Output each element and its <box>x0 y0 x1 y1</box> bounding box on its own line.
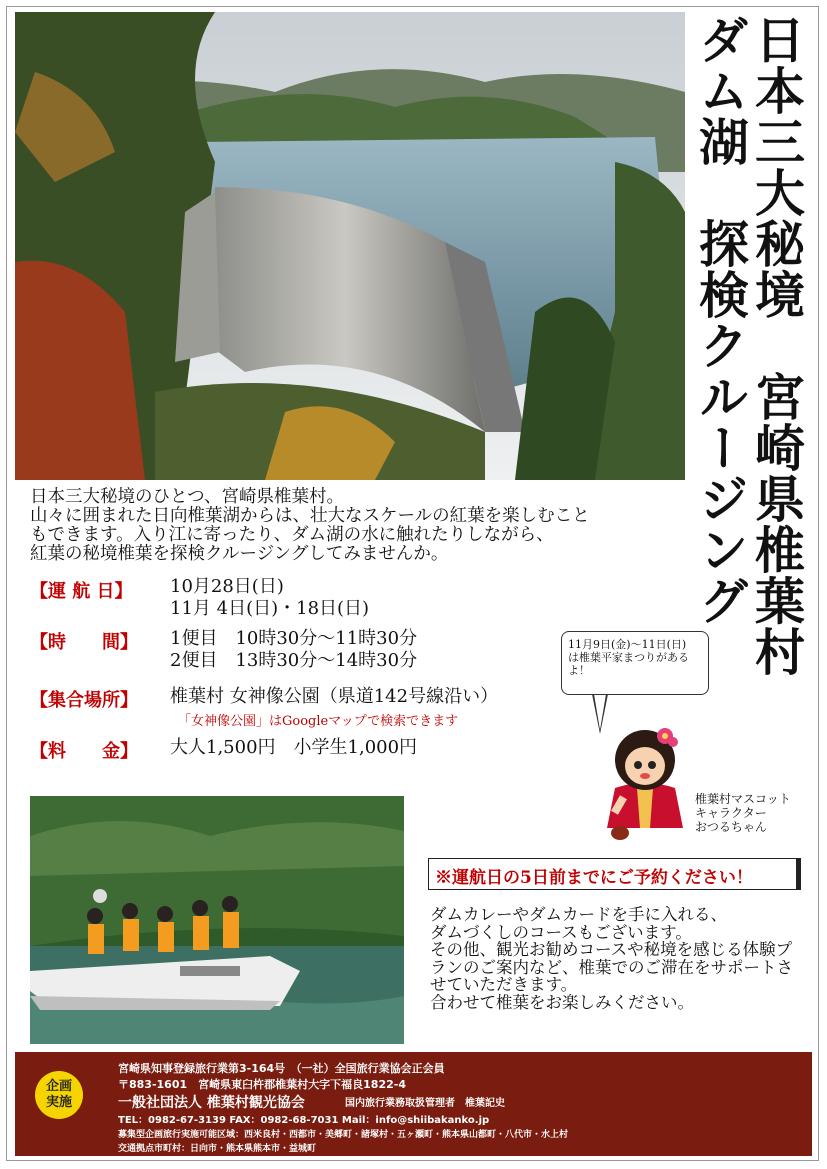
bubble-line: よ！ <box>568 664 590 677</box>
speech-bubble <box>561 631 709 695</box>
footer <box>15 1052 812 1156</box>
bubble-line: は椎葉平家まつりがある <box>568 651 689 664</box>
meeting-place: 椎葉村 女神像公園（県道142号線沿い） <box>170 686 499 707</box>
extra-line: ダムづくしのコースもございます。 <box>430 922 692 942</box>
time-slot-1: 1便目 10時30分～11時30分 <box>170 628 418 649</box>
fee-label: 【料 金】 <box>30 741 138 762</box>
intro-line: 日本三大秘境のひとつ、宮崎県椎葉村。 <box>30 487 344 507</box>
mascot-illustration <box>595 718 695 843</box>
fee-value: 大人1,500円 小学生1,000円 <box>170 737 418 758</box>
footer-manager: 国内旅行業務取扱管理者 椎葉記史 <box>345 1098 505 1109</box>
footer-area: 募集型企画旅行実施可能区域：西米良村・西都市・美郷町・諸塚村・五ヶ瀬町・熊本県山都町・八代市・水上村 <box>118 1130 569 1140</box>
dam-photo <box>15 12 685 480</box>
intro-line: 山々に囲まれた日向椎葉湖からは、壮大なスケールの紅葉を楽しむこと <box>30 506 590 526</box>
extra-line: その他、観光お勧めコースや秘境を感じる体験プ <box>430 940 793 959</box>
title-main: 日本三大秘境 宮崎県椎葉村 <box>747 14 806 677</box>
extra-line: せていただきます。 <box>430 975 578 994</box>
meeting-note: 「女神像公園」はGoogleマップで検索できます <box>178 714 459 729</box>
intro-line: 紅葉の秘境椎葉を探検クルージングしてみませんか。 <box>30 544 449 564</box>
footer-contact: TEL：0982-67-3139 FAX：0982-68-7031 Mail：info@shiibakanko.jp <box>118 1115 490 1126</box>
bubble-line: 11月9日(金)～11日(日) <box>568 638 687 651</box>
footer-address: 〒883-1601 宮崎県東臼杵郡椎葉村大字下福良1822-4 <box>118 1078 406 1091</box>
title-sub: ダム湖 探検クルージング <box>691 14 750 626</box>
badge-line: 実施 <box>45 1095 72 1110</box>
mascot-caption <box>695 792 791 834</box>
planning-badge <box>35 1071 83 1119</box>
meeting-label: 【集合場所】 <box>30 690 138 711</box>
extra-line: ランのご案内など、椎葉でのご滞在をサポートさ <box>430 957 793 977</box>
extra-line: ダムカレーやダムカードを手に入れる、 <box>430 905 727 924</box>
badge-line: 企画 <box>45 1079 72 1094</box>
extra-line: 合わせて椎葉をお楽しみください。 <box>430 992 694 1012</box>
footer-registration: 宮崎県知事登録旅行業第3-164号 （一社）全国旅行業協会正会員 <box>118 1062 445 1075</box>
schedule-date-2: 11月 4日(日)・18日(日) <box>170 598 370 619</box>
warning-bar <box>796 858 801 890</box>
intro-text <box>30 488 680 564</box>
reservation-warning: ※運航日の5日前までにご予約ください！ <box>428 858 800 890</box>
mascot-line: キャラクター <box>695 806 767 820</box>
mascot-line: 椎葉村マスコット <box>695 792 791 806</box>
time-slot-2: 2便目 13時30分～14時30分 <box>170 650 418 671</box>
boat-photo <box>30 796 404 1044</box>
extra-info <box>430 906 815 1011</box>
mascot-line: おつるちゃん <box>695 820 767 834</box>
schedule-date-1: 10月28日(日) <box>170 576 284 597</box>
footer-base: 交通拠点市町村：日向市・熊本県熊本市・益城町 <box>118 1144 317 1154</box>
time-label: 【時 間】 <box>30 632 138 653</box>
footer-org: 一般社団法人 椎葉村観光協会 <box>118 1095 305 1111</box>
intro-line: もできます。入り江に寄ったり、ダム湖の水に触れたりしながら、 <box>30 525 554 545</box>
schedule-label: 【運 航 日】 <box>30 581 133 602</box>
